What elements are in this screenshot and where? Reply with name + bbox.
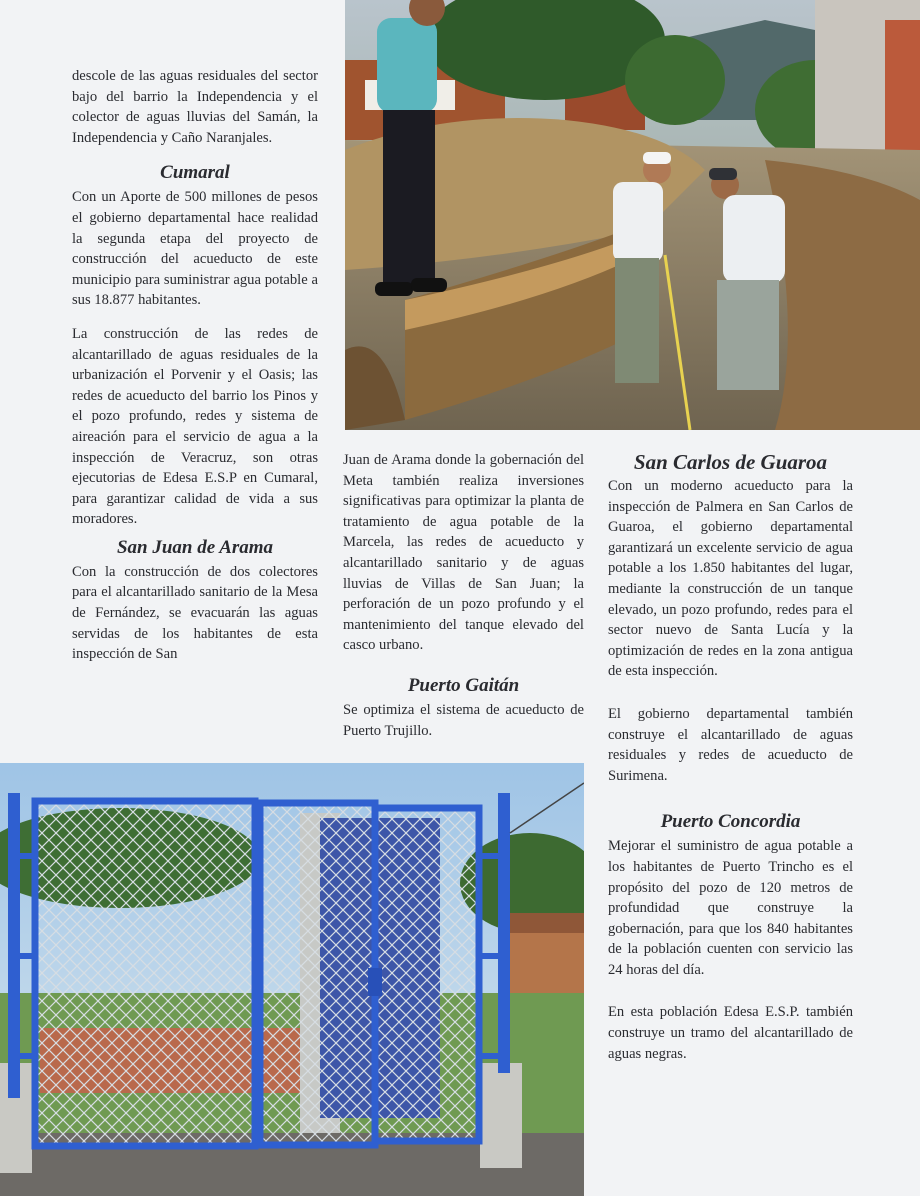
column-middle xyxy=(343,450,584,754)
san-juan-paragraph-continued: Juan de Arama donde la gobernación del Meta también realiza inversiones significativas para optimizar la planta de tratamiento de agua potable de la Marcela, las redes de acueducto y alcantarillado sanitario y de aguas lluvias de Villas de San Juan; la perforación de un pozo profundo y el mantenimiento del tanque elevado del casco urbano. xyxy=(343,452,584,654)
puerto-concordia-paragraph-2: En esta población Edesa E.S.P. también construye un tramo del alcantarillado de aguas negras. xyxy=(608,1004,853,1062)
photo-gate-illustration xyxy=(0,763,584,1196)
column-right xyxy=(608,450,853,1077)
puerto-concordia-paragraph-1: Mejorar el suministro de agua potable a los habitantes de Puerto Trincho es el propósito del pozo de 120 metros de profundidad que construye la gobernación, para que los 840 habitantes de la población cuenten con servicio las 24 horas del día. xyxy=(608,838,853,978)
photo-trench-workers xyxy=(345,0,920,430)
san-carlos-paragraph-2: El gobierno departamental también construye el alcantarillado de aguas residuales y redes de acueducto de Surimena. xyxy=(608,705,853,784)
heading-puerto-concordia: Puerto Concordia xyxy=(660,811,801,833)
san-carlos-paragraph-1: Con un moderno acueducto para la inspección de Palmera en San Carlos de Guaroa, el gobierno departamental garantizará un excelente servicio de agua potable a los 1.850 habitantes del lugar, mediante la construcción de un tanque elevado, un pozo profundo, redes para el sector nuevo de Santa Lucía y la optimización de redes en la zona antigua de esta inspección. xyxy=(608,478,853,680)
cumaral-paragraph-1: Con un Aporte de 500 millones de pesos el gobierno departamental hace realidad la segunda etapa del proyecto de construcción del acueducto de este municipio para suministrar agua potable a sus 18.877 habitantes. xyxy=(72,189,318,309)
puerto-gaitan-paragraph: Se optimiza el sistema de acueducto de Puerto Trujillo. xyxy=(343,701,584,739)
photo-trench-illustration xyxy=(345,0,920,430)
heading-cumaral: Cumaral xyxy=(160,162,230,184)
intro-paragraph: descole de las aguas residuales del sector bajo del barrio la Independencia y el colector de aguas lluvias del Samán, la Independencia y Caño Naranjales. xyxy=(72,68,318,146)
photo-blue-gate xyxy=(0,763,584,1196)
heading-san-juan-de-arama: San Juan de Arama xyxy=(116,536,274,558)
san-juan-paragraph-start: Con la construcción de dos colectores para el alcantarillado sanitario de la Mesa de Fernández, se evacuarán las aguas servidas de los habitantes de esta inspección de San xyxy=(72,563,318,663)
heading-puerto-gaitan: Puerto Gaitán xyxy=(407,674,520,696)
heading-san-carlos-de-guaroa: San Carlos de Guaroa xyxy=(633,450,828,474)
cumaral-paragraph-2: La construcción de las redes de alcantarillado de aguas residuales de la urbanización el Porvenir y el Oasis; las redes de acueducto del barrio los Pinos y el pozo profundo, redes y sistema de aireación para el servicio de agua a la inspección de Veracruz, son otras ejecutorias de Edesa E.S.P en Cumaral, para garantizar calidad de vida a sus moradores. xyxy=(72,325,318,528)
column-left xyxy=(72,66,318,678)
